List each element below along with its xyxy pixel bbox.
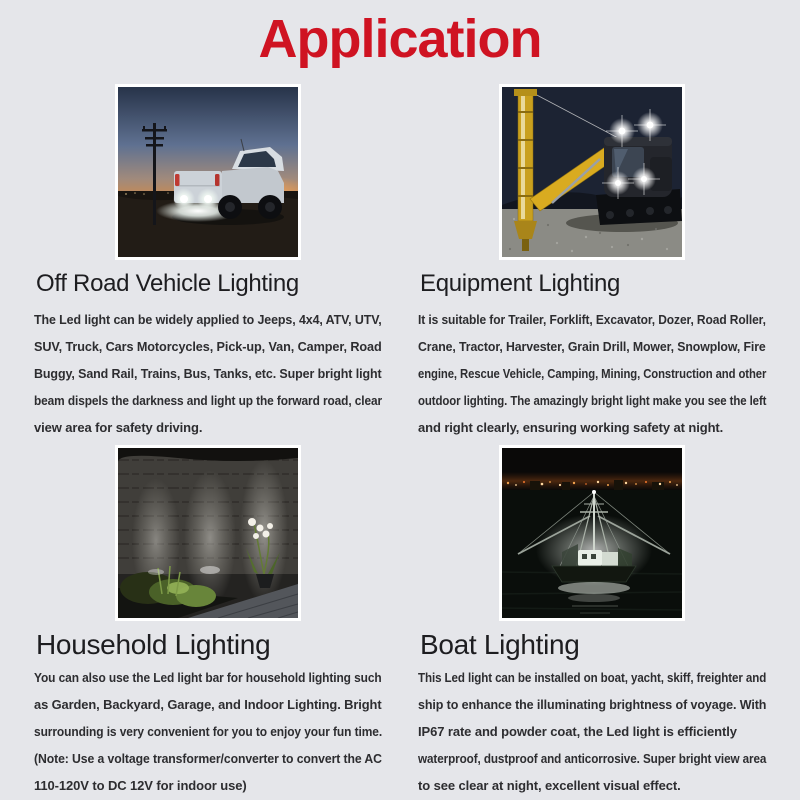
text-line: This Led light can be installed on boat, yacht, skiff, freighter and xyxy=(418,670,767,686)
garden-wall-uplighting-illustration xyxy=(118,448,298,618)
excavator-at-night-illustration xyxy=(502,87,682,257)
text-line: IP67 rate and powder coat, the Led light is efficiently xyxy=(418,724,737,740)
text-line: You can also use the Led light bar for household lighting such xyxy=(34,670,382,686)
text-line: 110-120V to DC 12V for indoor use) xyxy=(34,778,247,794)
text-line: engine, Rescue Vehicle, Camping, Mining, Construction and other xyxy=(418,366,767,382)
text-line: outdoor lighting. The amazingly bright light make you see the left xyxy=(418,393,767,409)
text-line: as Garden, Backyard, Garage, and Indoor Lighting. Bright xyxy=(34,697,382,713)
section-boat-lighting xyxy=(418,445,766,799)
off-road-description xyxy=(34,306,382,441)
photo-off-road-vehicle xyxy=(115,84,301,260)
equipment-heading: Equipment Lighting xyxy=(420,270,621,298)
text-line: (Note: Use a voltage transformer/converter to convert the AC xyxy=(34,751,382,767)
section-equipment-lighting xyxy=(418,84,766,441)
off-road-heading: Off Road Vehicle Lighting xyxy=(36,270,299,298)
household-heading: Household Lighting xyxy=(36,629,271,661)
text-line: The Led light can be widely applied to Jeeps, 4x4, ATV, UTV, xyxy=(34,312,382,328)
fishing-boat-at-night-illustration xyxy=(502,448,682,618)
section-off-road-vehicle-lighting xyxy=(34,84,382,441)
equipment-description xyxy=(418,306,766,441)
application-grid xyxy=(0,84,800,799)
text-line: ship to enhance the illuminating brightness of voyage. With xyxy=(418,697,767,713)
section-household-lighting xyxy=(34,445,382,799)
photo-equipment xyxy=(499,84,685,260)
boat-heading: Boat Lighting xyxy=(420,629,580,661)
photo-household xyxy=(115,445,301,621)
text-line: Buggy, Sand Rail, Trains, Bus, Tanks, etc. Super bright light xyxy=(34,366,382,382)
photo-boat xyxy=(499,445,685,621)
text-line: surrounding is very convenient for you to enjoy your fun time. xyxy=(34,724,383,740)
text-line: to see clear at night, excellent visual effect. xyxy=(418,778,681,794)
household-description xyxy=(34,664,382,799)
truck-at-dusk-illustration xyxy=(118,87,298,257)
text-line: beam dispels the darkness and light up the forward road, clear xyxy=(34,393,383,409)
text-line: It is suitable for Trailer, Forklift, Excavator, Dozer, Road Roller, xyxy=(418,312,766,328)
text-line: view area for safety driving. xyxy=(34,420,203,436)
boat-description xyxy=(418,664,766,799)
text-line: SUV, Truck, Cars Motorcycles, Pick-up, Van, Camper, Road xyxy=(34,339,382,355)
page-title: Application xyxy=(258,9,542,69)
text-line: Crane, Tractor, Harvester, Grain Drill, Mower, Snowplow, Fire xyxy=(418,339,766,355)
text-line: waterproof, dustproof and anticorrosive. Super bright view area xyxy=(418,751,767,767)
text-line: and right clearly, ensuring working safety at night. xyxy=(418,420,724,436)
